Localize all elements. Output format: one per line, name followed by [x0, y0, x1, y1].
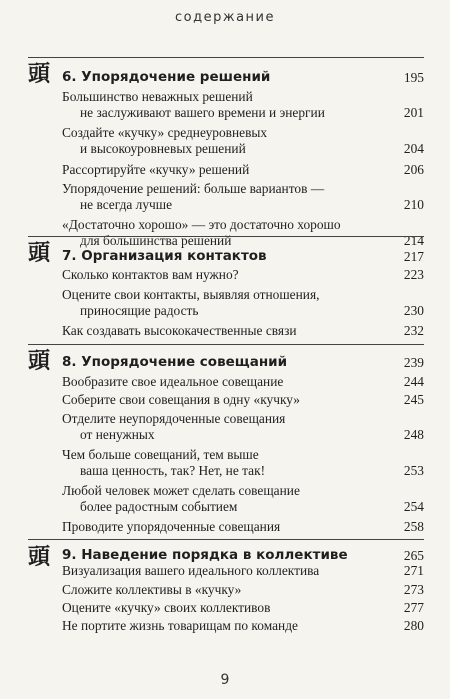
entry-line: ваша ценность, так? Нет, не так! — [80, 463, 266, 478]
toc-entry[interactable] — [62, 519, 424, 535]
toc-entry[interactable] — [62, 323, 424, 339]
toc-entry[interactable] — [62, 563, 424, 579]
entry-line: Чем больше совещаний, тем выше — [62, 447, 259, 462]
toc-entry[interactable] — [62, 411, 424, 443]
chapter-mark: 頭 — [28, 348, 51, 374]
toc-entry[interactable] — [62, 125, 424, 157]
entry-line: Визуализация вашего идеального коллектива — [62, 563, 320, 578]
chapter-divider — [28, 539, 424, 540]
chapter-title-link[interactable] — [62, 547, 424, 564]
chapter-title-link[interactable] — [62, 69, 424, 86]
chapter-title: 6. Упорядочение решений — [62, 69, 271, 85]
entry-line: Рассортируйте «кучку» решений — [62, 162, 250, 177]
entry-line: не заслуживают вашего времени и энергии — [80, 105, 325, 120]
page-number: 206 — [403, 162, 424, 177]
chapter-mark: 頭 — [28, 61, 51, 87]
page-number: 277 — [403, 600, 424, 615]
entry-line: для большинства решений — [80, 233, 232, 248]
page-number: 230 — [403, 303, 424, 318]
chapter-6 — [28, 57, 424, 248]
entry-line: Оцените свои контакты, выявляя отношения, — [62, 287, 320, 302]
page-number: 210 — [403, 197, 424, 212]
chapter-title-link[interactable] — [62, 248, 424, 265]
toc-entry[interactable] — [62, 267, 424, 283]
chapter-divider — [28, 57, 424, 58]
page-number: 195 — [403, 70, 424, 85]
chapter-title: 9. Наведение порядка в коллективе — [62, 547, 348, 563]
entry-line: Отделите неупорядоченные совещания — [62, 411, 286, 426]
page-number: 273 — [403, 582, 424, 597]
page-number: 232 — [403, 323, 424, 338]
chapter-divider — [28, 236, 424, 237]
page-number: 214 — [403, 233, 424, 248]
entry-line: Как создавать высококачественные связи — [62, 323, 297, 338]
entry-line: и высокоуровневых решений — [80, 141, 246, 156]
entry-line: Большинство неважных решений — [62, 89, 253, 104]
page-number: 253 — [403, 463, 424, 478]
toc-entry[interactable] — [62, 618, 424, 634]
toc-entry[interactable] — [62, 582, 424, 598]
toc-entry[interactable] — [62, 447, 424, 479]
page-number: 254 — [403, 499, 424, 514]
entry-line: Создайте «кучку» среднеуровневых — [62, 125, 268, 140]
chapter-title: 8. Упорядочение совещаний — [62, 354, 288, 370]
entry-line: Проводите упорядоченные совещания — [62, 519, 281, 534]
chapter-title-link[interactable] — [62, 354, 424, 371]
chapter-divider — [28, 344, 424, 345]
entry-line: Соберите свои совещания в одну «кучку» — [62, 392, 300, 407]
chapter-mark: 頭 — [28, 240, 51, 266]
entry-line: приносящие радость — [80, 303, 199, 318]
page-number: 244 — [403, 374, 424, 389]
page-number: 258 — [403, 519, 424, 534]
toc-entry[interactable] — [62, 162, 424, 178]
entry-line: «Достаточно хорошо» — это достаточно хорошо — [62, 217, 341, 232]
page-number: 239 — [403, 355, 424, 370]
toc-entry[interactable] — [62, 287, 424, 319]
chapter-mark: 頭 — [28, 544, 51, 570]
page-number: 248 — [403, 427, 424, 442]
entry-line: Не портите жизнь товарищам по команде — [62, 618, 298, 633]
entry-line: Любой человек может сделать совещание — [62, 483, 300, 498]
toc-entry[interactable] — [62, 89, 424, 121]
page-number: 280 — [403, 618, 424, 633]
page-number: 201 — [403, 105, 424, 120]
entry-line: Оцените «кучку» своих коллективов — [62, 600, 271, 615]
page-number: 271 — [403, 563, 424, 578]
chapter-8 — [28, 344, 424, 534]
chapter-title: 7. Организация контактов — [62, 248, 267, 264]
entry-line: Вообразите свое идеальное совещание — [62, 374, 284, 389]
page-number-footer: 9 — [220, 672, 230, 688]
toc-entry[interactable] — [62, 217, 424, 249]
entry-line: не всегда лучше — [80, 197, 173, 212]
toc-entry[interactable] — [62, 392, 424, 408]
entry-line: более радостным событием — [80, 499, 238, 514]
entry-line: Сложите коллективы в «кучку» — [62, 582, 242, 597]
toc-entry[interactable] — [62, 600, 424, 616]
toc-entry[interactable] — [62, 181, 424, 213]
entry-line: от ненужных — [80, 427, 155, 442]
page-number: 265 — [403, 548, 424, 563]
page-number: 217 — [403, 249, 424, 264]
page-number: 204 — [403, 141, 424, 156]
entry-line: Сколько контактов вам нужно? — [62, 267, 239, 282]
entry-line: Упорядочение решений: больше вариантов — — [62, 181, 325, 196]
toc-entry[interactable] — [62, 374, 424, 390]
toc-entry[interactable] — [62, 483, 424, 515]
chapter-9 — [28, 539, 424, 633]
page-header: содержание — [175, 10, 275, 25]
page-number: 223 — [403, 267, 424, 282]
page-number: 245 — [403, 392, 424, 407]
